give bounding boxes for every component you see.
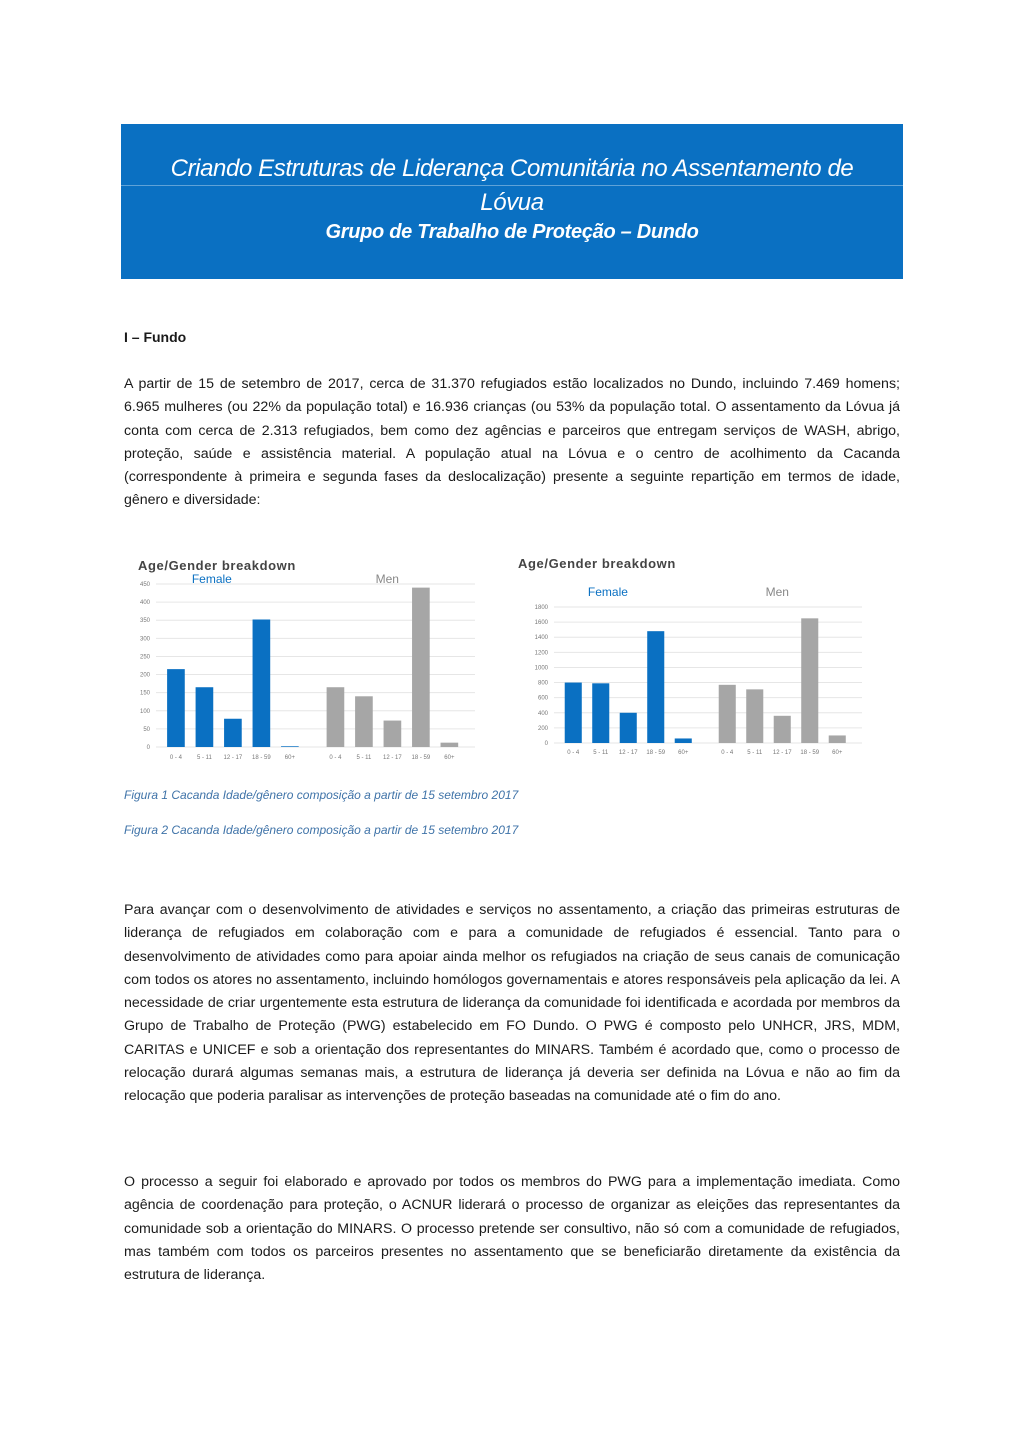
- bar: [224, 719, 242, 747]
- bar: [355, 696, 373, 747]
- x-tick-label: 60+: [832, 750, 843, 756]
- chart-age-gender-2: [510, 553, 865, 763]
- y-tick-label: 1400: [534, 635, 548, 642]
- x-tick-label: 5 - 11: [747, 750, 763, 756]
- bar: [647, 631, 664, 743]
- y-tick-label: 350: [139, 618, 150, 625]
- y-tick-label: 0: [146, 745, 150, 751]
- chart-2-svg: [510, 553, 865, 763]
- x-tick-label: 5 - 11: [356, 755, 372, 761]
- chart-title: Age/Gender breakdown: [518, 556, 676, 571]
- y-tick-label: 1200: [534, 650, 548, 657]
- figure-caption-2: Figura 2 Cacanda Idade/gênero composição a partir de 15 setembro 2017: [124, 823, 519, 837]
- x-tick-label: 12 - 17: [223, 755, 243, 761]
- y-tick-label: 250: [139, 654, 150, 661]
- x-tick-label: 18 - 59: [252, 755, 271, 761]
- document-subtitle: Grupo de Trabalho de Proteção – Dundo: [325, 221, 699, 243]
- bar: [565, 683, 582, 743]
- bar: [441, 743, 459, 747]
- y-tick-label: 300: [139, 636, 150, 643]
- paragraph-leadership: Para avançar com o desenvolvimento de atividades e serviços no assentamento, a criação das primeiras estruturas de liderança de refugiados em colaboração com e para a comunidade de refugiados é essencial. Tanto para o desenvolvimento de atividades como para apoiar ainda melhor os refugiados na criação de seus canais de comunicação com todos os atores no assentamento, incluindo homólogos governamentais e atores responsáveis pela aplicação da lei. A necessidade de criar urgentemente esta estrutura de liderança da comunidade foi identificada e acordada por membros da Grupo de Trabalho de Proteção (PWG) estabelecido em FO Dundo. O PWG é composto pelo UNHCR, JRS, MDM, CARITAS e UNICEF e sob a orientação dos representantes do MINARS. Também é acordado que, como o processo de relocação durará algumas semanas mais, a estrutura de liderança já deveria ser definida na Lóvua e não ao fim da relocação que poderia paralisar as intervenções de proteção baseadas na comunidade até o fim do ano.: [124, 902, 900, 1105]
- bar: [253, 619, 271, 747]
- y-tick-label: 1600: [534, 620, 548, 627]
- y-tick-label: 1000: [534, 665, 548, 672]
- bar: [592, 683, 609, 743]
- bar: [774, 716, 791, 743]
- group-label-men: Men: [765, 585, 789, 599]
- y-tick-label: 450: [139, 582, 150, 588]
- x-tick-label: 5 - 11: [593, 750, 609, 756]
- y-tick-label: 200: [537, 725, 548, 732]
- group-label-female: Female: [191, 572, 232, 586]
- bar: [167, 669, 185, 747]
- x-tick-label: 0 - 4: [567, 750, 580, 756]
- y-tick-label: 600: [537, 695, 548, 702]
- section-heading: I – Fundo: [124, 329, 187, 345]
- figure-caption-1: Figura 1 Cacanda Idade/gênero composição a partir de 15 setembro 2017: [124, 788, 519, 802]
- bar: [675, 738, 692, 743]
- x-tick-label: 0 - 4: [721, 750, 734, 756]
- document-title: Criando Estruturas de Liderança Comunitária no Assentamento de Lóvua: [170, 155, 854, 216]
- bar: [196, 687, 214, 747]
- x-tick-label: 18 - 59: [411, 755, 431, 761]
- chart-title: Age/Gender breakdown: [138, 558, 296, 573]
- group-label-men: Men: [375, 572, 399, 586]
- x-tick-label: 5 - 11: [196, 755, 212, 761]
- bar: [327, 687, 345, 747]
- chart-1-svg: [130, 555, 480, 770]
- y-tick-label: 400: [139, 600, 150, 607]
- y-tick-label: 1800: [534, 605, 548, 611]
- bar: [412, 588, 430, 747]
- bar: [801, 618, 818, 743]
- paragraph-process: O processo a seguir foi elaborado e aprovado por todos os membros do PWG para a implementação imediata. Como agência de coordenação para proteção, o ACNUR liderará o processo de organizar as eleições das representantes da comunidade sob a orientação do MINARS. O processo pretende ser consultivo, não só com a comunidade de refugiados, mas também com todos os parceiros presentes no assentamento que se beneficiarão diretamente da existência da estrutura de liderança.: [124, 1174, 900, 1284]
- x-tick-label: 0 - 4: [169, 755, 182, 761]
- y-tick-label: 400: [537, 710, 548, 717]
- x-tick-label: 60+: [678, 750, 689, 756]
- bar: [746, 689, 763, 743]
- x-tick-label: 18 - 59: [646, 750, 666, 756]
- y-tick-label: 50: [143, 726, 150, 733]
- y-tick-label: 800: [537, 680, 548, 687]
- y-tick-label: 100: [139, 708, 150, 715]
- group-label-female: Female: [587, 585, 628, 599]
- x-tick-label: 60+: [444, 755, 455, 761]
- y-tick-label: 0: [544, 741, 548, 747]
- x-tick-label: 18 - 59: [800, 750, 820, 756]
- x-tick-label: 12 - 17: [772, 750, 792, 756]
- bar: [384, 721, 402, 747]
- x-tick-label: 0 - 4: [329, 755, 342, 761]
- bar: [829, 735, 846, 743]
- bar: [719, 685, 736, 743]
- x-tick-label: 12 - 17: [618, 750, 638, 756]
- title-banner: [121, 124, 903, 279]
- y-tick-label: 150: [139, 690, 150, 697]
- bar: [620, 713, 637, 743]
- paragraph-background: A partir de 15 de setembro de 2017, cerca de 31.370 refugiados estão localizados no Dundo, incluindo 7.469 homens; 6.965 mulheres (ou 22% da população total) e 16.936 crianças (ou 53% da população total. O assentamento da Lóvua já conta com cerca de 2.313 refugiados, bem como dez agências e parceiros que entregam serviços de WASH, abrigo, proteção, saúde e assistência material. A população atual na Lóvua e o centro de acolhimento da Cacanda (correspondente à primeira e segunda fases da deslocalização) presente a seguinte repartição em termos de idade, gênero e diversidade:: [124, 376, 900, 509]
- bar: [281, 746, 299, 747]
- y-tick-label: 200: [139, 672, 150, 679]
- chart-age-gender-1: [130, 555, 480, 770]
- x-tick-label: 12 - 17: [383, 755, 402, 761]
- x-tick-label: 60+: [284, 755, 295, 761]
